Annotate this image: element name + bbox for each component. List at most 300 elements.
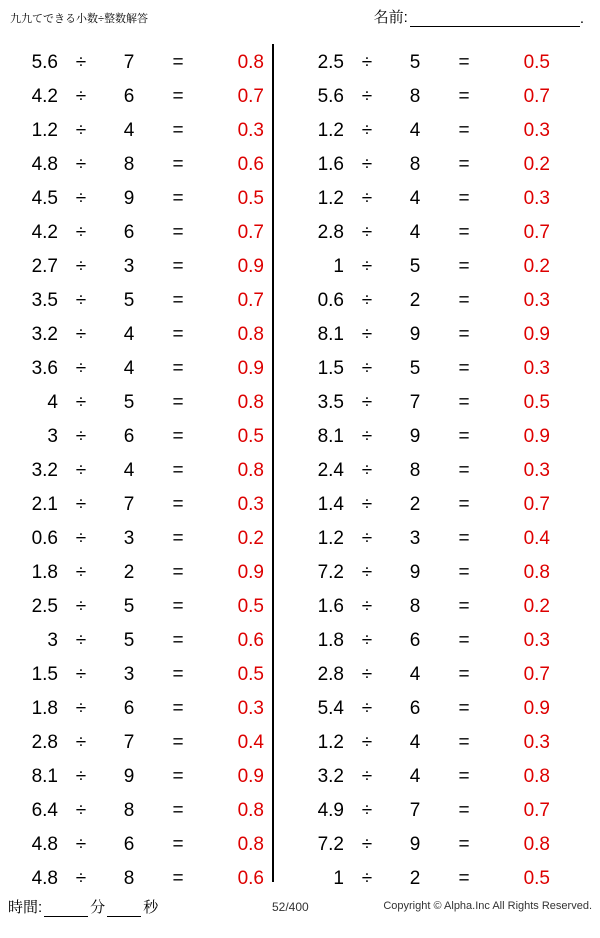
divide-icon: ÷ — [361, 630, 373, 651]
equals-icon: = — [458, 732, 470, 753]
divide-icon: ÷ — [361, 800, 373, 821]
problem-row — [286, 114, 558, 148]
answer: 0.5 — [523, 52, 550, 73]
answer: 0.5 — [237, 664, 264, 685]
equals-icon: = — [458, 868, 470, 889]
problem-row — [286, 522, 558, 556]
divide-icon: ÷ — [75, 868, 87, 889]
dividend: 1.2 — [317, 188, 344, 209]
problem-row — [0, 80, 272, 114]
divide-icon: ÷ — [75, 188, 87, 209]
divide-icon: ÷ — [75, 154, 87, 175]
dividend: 2.5 — [317, 52, 344, 73]
divisor: 2 — [409, 494, 421, 515]
equals-icon: = — [172, 256, 184, 277]
dividend: 5.6 — [31, 52, 58, 73]
answer: 0.5 — [237, 426, 264, 447]
divisor: 6 — [123, 834, 135, 855]
divisor: 5 — [123, 630, 135, 651]
problem-row — [0, 318, 272, 352]
divide-icon: ÷ — [75, 120, 87, 141]
divide-icon: ÷ — [75, 86, 87, 107]
problem-row — [286, 216, 558, 250]
equals-icon: = — [458, 120, 470, 141]
equals-icon: = — [172, 222, 184, 243]
equals-icon: = — [458, 290, 470, 311]
divide-icon: ÷ — [361, 426, 373, 447]
divisor: 9 — [409, 324, 421, 345]
divide-icon: ÷ — [75, 256, 87, 277]
answer: 0.2 — [523, 596, 550, 617]
divisor: 6 — [123, 86, 135, 107]
dividend: 4 — [47, 392, 58, 413]
equals-icon: = — [172, 120, 184, 141]
answer: 0.3 — [523, 120, 550, 141]
equals-icon: = — [172, 290, 184, 311]
equals-icon: = — [172, 732, 184, 753]
answer: 0.8 — [523, 834, 550, 855]
divide-icon: ÷ — [75, 290, 87, 311]
divide-icon: ÷ — [75, 664, 87, 685]
dividend: 2.8 — [317, 222, 344, 243]
copyright-notice: Copyright © Alpha.Inc All Rights Reserved. — [383, 900, 592, 912]
answer: 0.4 — [523, 528, 550, 549]
answer: 0.9 — [523, 698, 550, 719]
equals-icon: = — [172, 630, 184, 651]
dividend: 1 — [333, 868, 344, 889]
divide-icon: ÷ — [361, 52, 373, 73]
answer: 0.9 — [237, 766, 264, 787]
divide-icon: ÷ — [75, 800, 87, 821]
divide-icon: ÷ — [75, 358, 87, 379]
problem-row — [286, 46, 558, 80]
problem-row — [0, 182, 272, 216]
divisor: 9 — [409, 834, 421, 855]
divisor: 3 — [123, 664, 135, 685]
dividend: 5.6 — [317, 86, 344, 107]
column-divider — [272, 44, 274, 882]
equals-icon: = — [458, 800, 470, 821]
answer: 0.2 — [523, 256, 550, 277]
answer: 0.9 — [237, 562, 264, 583]
problem-row — [286, 284, 558, 318]
dividend: 4.5 — [31, 188, 58, 209]
answer: 0.5 — [237, 596, 264, 617]
answer: 0.7 — [523, 664, 550, 685]
dividend: 2.5 — [31, 596, 58, 617]
answer: 0.2 — [523, 154, 550, 175]
dividend: 4.8 — [31, 834, 58, 855]
answer: 0.3 — [523, 460, 550, 481]
divisor: 6 — [123, 222, 135, 243]
problem-row — [286, 794, 558, 828]
divide-icon: ÷ — [361, 120, 373, 141]
divide-icon: ÷ — [361, 392, 373, 413]
answer: 0.3 — [523, 358, 550, 379]
dividend: 0.6 — [31, 528, 58, 549]
problem-row — [0, 556, 272, 590]
divisor: 9 — [123, 188, 135, 209]
dividend: 8.1 — [317, 426, 344, 447]
page-footer — [0, 886, 600, 938]
problem-row — [0, 522, 272, 556]
answer: 0.5 — [523, 392, 550, 413]
problem-row — [286, 182, 558, 216]
divisor: 3 — [409, 528, 421, 549]
problem-row — [286, 250, 558, 284]
divide-icon: ÷ — [75, 766, 87, 787]
divide-icon: ÷ — [361, 766, 373, 787]
divide-icon: ÷ — [75, 392, 87, 413]
answer: 0.7 — [237, 86, 264, 107]
right-problem-column — [286, 46, 558, 896]
answer: 0.3 — [237, 494, 264, 515]
divisor: 4 — [409, 188, 421, 209]
answer: 0.3 — [523, 290, 550, 311]
divisor: 4 — [123, 460, 135, 481]
divisor: 2 — [409, 290, 421, 311]
equals-icon: = — [458, 154, 470, 175]
answer: 0.6 — [237, 630, 264, 651]
divisor: 3 — [123, 528, 135, 549]
problem-row — [286, 828, 558, 862]
page-number: 52/400 — [272, 900, 309, 914]
answer: 0.6 — [237, 154, 264, 175]
seconds-unit: 秒 — [143, 899, 159, 916]
equals-icon: = — [458, 630, 470, 651]
problem-row — [0, 352, 272, 386]
answer: 0.9 — [523, 324, 550, 345]
answer: 0.8 — [237, 324, 264, 345]
equals-icon: = — [172, 664, 184, 685]
divisor: 8 — [123, 800, 135, 821]
divide-icon: ÷ — [75, 460, 87, 481]
seconds-input-line[interactable] — [107, 900, 141, 917]
answer: 0.9 — [237, 358, 264, 379]
problem-row — [286, 692, 558, 726]
equals-icon: = — [172, 86, 184, 107]
problem-row — [286, 80, 558, 114]
divide-icon: ÷ — [75, 562, 87, 583]
problem-row — [286, 760, 558, 794]
answer: 0.7 — [523, 222, 550, 243]
divide-icon: ÷ — [361, 86, 373, 107]
dividend: 3.2 — [31, 324, 58, 345]
divide-icon: ÷ — [361, 834, 373, 855]
problem-row — [0, 420, 272, 454]
name-input-line[interactable] — [410, 9, 580, 27]
equals-icon: = — [458, 596, 470, 617]
minutes-unit: 分 — [90, 899, 106, 916]
problem-row — [286, 318, 558, 352]
divisor: 9 — [409, 426, 421, 447]
dividend: 1.8 — [31, 698, 58, 719]
divide-icon: ÷ — [75, 732, 87, 753]
equals-icon: = — [172, 800, 184, 821]
divisor: 7 — [409, 800, 421, 821]
dividend: 3.5 — [317, 392, 344, 413]
equals-icon: = — [458, 698, 470, 719]
divide-icon: ÷ — [361, 528, 373, 549]
divisor: 4 — [123, 358, 135, 379]
equals-icon: = — [172, 698, 184, 719]
equals-icon: = — [458, 358, 470, 379]
divide-icon: ÷ — [361, 494, 373, 515]
dividend: 7.2 — [317, 834, 344, 855]
equals-icon: = — [172, 766, 184, 787]
equals-icon: = — [458, 664, 470, 685]
dividend: 1.4 — [317, 494, 344, 515]
problem-row — [286, 658, 558, 692]
divisor: 5 — [409, 358, 421, 379]
name-field-area — [374, 6, 584, 27]
name-trailing-dot: . — [579, 10, 584, 27]
equals-icon: = — [458, 52, 470, 73]
equals-icon: = — [172, 460, 184, 481]
answer: 0.7 — [523, 494, 550, 515]
divide-icon: ÷ — [361, 732, 373, 753]
divisor: 2 — [123, 562, 135, 583]
equals-icon: = — [172, 528, 184, 549]
answer: 0.4 — [237, 732, 264, 753]
problem-row — [0, 250, 272, 284]
dividend: 4.2 — [31, 222, 58, 243]
divisor: 4 — [123, 324, 135, 345]
dividend: 4.2 — [31, 86, 58, 107]
divide-icon: ÷ — [75, 222, 87, 243]
page-title: 九九てできる小数÷整数解答 — [10, 13, 149, 25]
equals-icon: = — [172, 562, 184, 583]
divisor: 7 — [123, 494, 135, 515]
dividend: 1.6 — [317, 154, 344, 175]
dividend: 1.5 — [31, 664, 58, 685]
divide-icon: ÷ — [75, 528, 87, 549]
equals-icon: = — [458, 766, 470, 787]
equals-icon: = — [458, 528, 470, 549]
equals-icon: = — [458, 392, 470, 413]
equals-icon: = — [172, 392, 184, 413]
equals-icon: = — [458, 426, 470, 447]
divisor: 6 — [123, 426, 135, 447]
divisor: 6 — [409, 630, 421, 651]
divide-icon: ÷ — [75, 426, 87, 447]
dividend: 4.9 — [317, 800, 344, 821]
dividend: 2.7 — [31, 256, 58, 277]
divisor: 7 — [123, 732, 135, 753]
problem-row — [0, 794, 272, 828]
divide-icon: ÷ — [361, 596, 373, 617]
dividend: 3.2 — [31, 460, 58, 481]
left-problem-column — [0, 46, 272, 896]
answer: 0.8 — [237, 392, 264, 413]
time-label: 時間: — [8, 899, 43, 916]
dividend: 4.8 — [31, 154, 58, 175]
divide-icon: ÷ — [361, 188, 373, 209]
divide-icon: ÷ — [361, 868, 373, 889]
dividend: 1.8 — [317, 630, 344, 651]
divide-icon: ÷ — [75, 596, 87, 617]
page-header — [0, 0, 600, 38]
problem-row — [0, 454, 272, 488]
equals-icon: = — [458, 222, 470, 243]
problem-row — [0, 284, 272, 318]
equals-icon: = — [458, 86, 470, 107]
divisor: 4 — [409, 120, 421, 141]
answer: 0.6 — [237, 868, 264, 889]
dividend: 1.6 — [317, 596, 344, 617]
divide-icon: ÷ — [361, 460, 373, 481]
problem-row — [0, 590, 272, 624]
divide-icon: ÷ — [75, 630, 87, 651]
divide-icon: ÷ — [361, 664, 373, 685]
problem-row — [286, 148, 558, 182]
divide-icon: ÷ — [75, 698, 87, 719]
divisor: 6 — [409, 698, 421, 719]
divisor: 5 — [409, 52, 421, 73]
dividend: 5.4 — [317, 698, 344, 719]
equals-icon: = — [458, 494, 470, 515]
divisor: 4 — [123, 120, 135, 141]
answer: 0.2 — [237, 528, 264, 549]
divisor: 7 — [123, 52, 135, 73]
answer: 0.5 — [523, 868, 550, 889]
problem-row — [0, 488, 272, 522]
problem-row — [286, 454, 558, 488]
problem-row — [0, 692, 272, 726]
dividend: 6.4 — [31, 800, 58, 821]
equals-icon: = — [172, 494, 184, 515]
divisor: 8 — [123, 868, 135, 889]
answer: 0.3 — [523, 188, 550, 209]
minutes-input-line[interactable] — [44, 900, 88, 917]
dividend: 1.8 — [31, 562, 58, 583]
divisor: 6 — [123, 698, 135, 719]
problem-row — [286, 590, 558, 624]
equals-icon: = — [458, 834, 470, 855]
equals-icon: = — [172, 52, 184, 73]
dividend: 1.2 — [317, 528, 344, 549]
problem-row — [0, 386, 272, 420]
answer: 0.3 — [237, 120, 264, 141]
dividend: 2.8 — [31, 732, 58, 753]
dividend: 2.4 — [317, 460, 344, 481]
divisor: 9 — [123, 766, 135, 787]
divisor: 8 — [409, 86, 421, 107]
equals-icon: = — [458, 562, 470, 583]
dividend: 4.8 — [31, 868, 58, 889]
dividend: 2.8 — [317, 664, 344, 685]
problem-row — [0, 760, 272, 794]
problem-row — [0, 828, 272, 862]
dividend: 1.2 — [317, 732, 344, 753]
dividend: 1.5 — [317, 358, 344, 379]
equals-icon: = — [172, 358, 184, 379]
answer: 0.8 — [237, 460, 264, 481]
dividend: 8.1 — [31, 766, 58, 787]
divisor: 5 — [123, 392, 135, 413]
equals-icon: = — [458, 460, 470, 481]
divisor: 5 — [123, 596, 135, 617]
answer: 0.8 — [237, 52, 264, 73]
divisor: 4 — [409, 222, 421, 243]
answer: 0.9 — [237, 256, 264, 277]
divisor: 3 — [123, 256, 135, 277]
divisor: 4 — [409, 766, 421, 787]
divide-icon: ÷ — [75, 52, 87, 73]
dividend: 0.6 — [317, 290, 344, 311]
divisor: 8 — [409, 154, 421, 175]
divide-icon: ÷ — [75, 494, 87, 515]
answer: 0.7 — [237, 290, 264, 311]
equals-icon: = — [458, 256, 470, 277]
dividend: 7.2 — [317, 562, 344, 583]
dividend: 3.5 — [31, 290, 58, 311]
problem-row — [286, 352, 558, 386]
answer: 0.3 — [523, 630, 550, 651]
equals-icon: = — [458, 324, 470, 345]
dividend: 3 — [47, 630, 58, 651]
dividend: 3 — [47, 426, 58, 447]
divide-icon: ÷ — [361, 324, 373, 345]
dividend: 1.2 — [31, 120, 58, 141]
divisor: 5 — [123, 290, 135, 311]
problem-row — [286, 624, 558, 658]
equals-icon: = — [172, 596, 184, 617]
answer: 0.7 — [523, 800, 550, 821]
problem-row — [0, 658, 272, 692]
answer: 0.8 — [523, 562, 550, 583]
divide-icon: ÷ — [75, 834, 87, 855]
divide-icon: ÷ — [361, 290, 373, 311]
equals-icon: = — [172, 834, 184, 855]
equals-icon: = — [172, 868, 184, 889]
divisor: 4 — [409, 732, 421, 753]
problem-row — [286, 488, 558, 522]
dividend: 1 — [333, 256, 344, 277]
divisor: 8 — [409, 596, 421, 617]
dividend: 3.2 — [317, 766, 344, 787]
answer: 0.8 — [237, 834, 264, 855]
problem-row — [0, 114, 272, 148]
divide-icon: ÷ — [361, 358, 373, 379]
answer: 0.8 — [237, 800, 264, 821]
dividend: 2.1 — [31, 494, 58, 515]
problem-row — [0, 624, 272, 658]
answer: 0.3 — [237, 698, 264, 719]
problem-row — [286, 556, 558, 590]
equals-icon: = — [172, 188, 184, 209]
answer: 0.9 — [523, 426, 550, 447]
problem-row — [0, 46, 272, 80]
equals-icon: = — [458, 188, 470, 209]
divisor: 4 — [409, 664, 421, 685]
answer: 0.5 — [237, 188, 264, 209]
divide-icon: ÷ — [75, 324, 87, 345]
divide-icon: ÷ — [361, 154, 373, 175]
divisor: 9 — [409, 562, 421, 583]
divisor: 7 — [409, 392, 421, 413]
equals-icon: = — [172, 324, 184, 345]
divisor: 2 — [409, 868, 421, 889]
problem-row — [286, 420, 558, 454]
divide-icon: ÷ — [361, 222, 373, 243]
divide-icon: ÷ — [361, 256, 373, 277]
answer: 0.7 — [237, 222, 264, 243]
answer: 0.7 — [523, 86, 550, 107]
equals-icon: = — [172, 154, 184, 175]
problem-row — [0, 726, 272, 760]
time-field-area — [8, 896, 158, 917]
